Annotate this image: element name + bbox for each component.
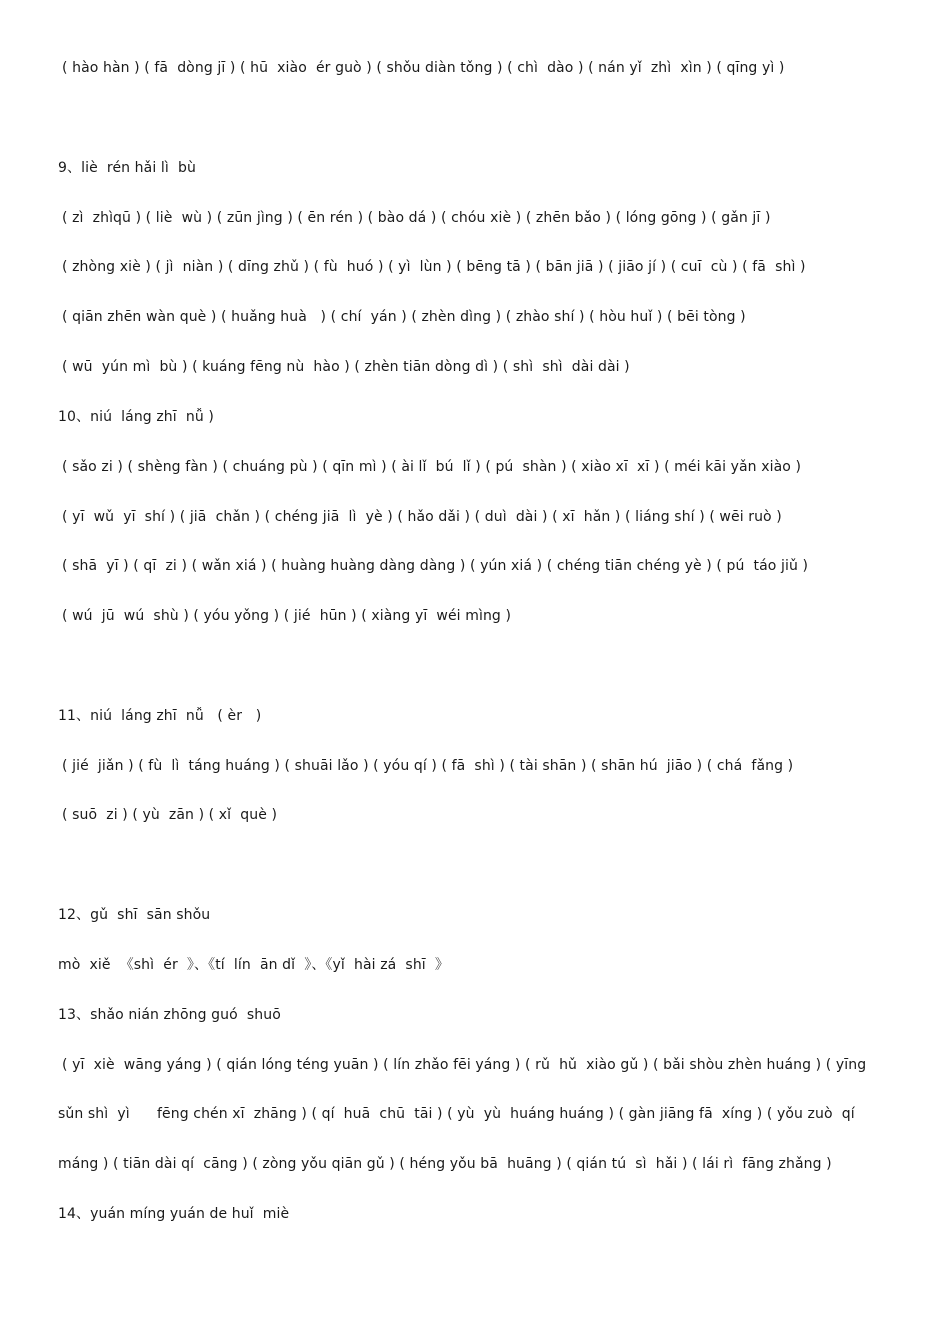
pinyin-word-line: ( zì zhìqū ) ( liè wù ) ( zūn jìng ) ( ēn rén ) ( bào dá ) ( chóu xiè ) ( zhēn bǎo ) ( lóng gōng ) ( gǎn jī ) bbox=[62, 210, 771, 226]
lesson-heading-14: 14、yuán míng yuán de huǐ miè bbox=[58, 1206, 290, 1222]
dictation-line: mò xiě 《shì ér 》、《tí lín ān dǐ 》、《yǐ hài zá shī 》 bbox=[58, 957, 449, 973]
pinyin-word-line: ( hào hàn ) ( fā dòng jī ) ( hū xiào ér guò ) ( shǒu diàn tǒng ) ( chì dào ) ( nán yǐ zhì xìn ) ( qīng yì ) bbox=[62, 60, 785, 76]
lesson-heading-13: 13、shǎo nián zhōng guó shuō bbox=[58, 1007, 281, 1023]
pinyin-word-line: ( yī xiè wāng yáng ) ( qián lóng téng yuān ) ( lín zhǎo fēi yáng ) ( rǔ hǔ xiào gǔ ) ( bǎi shòu zhèn huáng ) ( yīng bbox=[62, 1057, 867, 1073]
lesson-heading-10: 10、niú láng zhī nǚ ) bbox=[58, 409, 214, 425]
pinyin-word-line: ( zhòng xiè ) ( jì niàn ) ( dīng zhǔ ) ( fù huó ) ( yì lùn ) ( bēng tā ) ( bān jiā ) ( jiāo jí ) ( cuī cù ) ( fā shì ) bbox=[62, 259, 806, 275]
pinyin-word-line: ( jié jiǎn ) ( fù lì táng huáng ) ( shuāi lǎo ) ( yóu qí ) ( fā shì ) ( tài shān ) ( shān hú jiāo ) ( chá fǎng ) bbox=[62, 758, 794, 774]
pinyin-word-line: ( shā yī ) ( qī zi ) ( wǎn xiá ) ( huàng huàng dàng dàng ) ( yún xiá ) ( chéng tiān chéng yè ) ( pú táo jiǔ ) bbox=[62, 558, 809, 574]
pinyin-word-line: ( suō zi ) ( yù zān ) ( xǐ què ) bbox=[62, 807, 278, 823]
pinyin-word-line: máng ) ( tiān dài qí cāng ) ( zòng yǒu qiān gǔ ) ( héng yǒu bā huāng ) ( qián tú sì hǎi ) ( lái rì fāng zhǎng ) bbox=[58, 1156, 832, 1172]
lesson-heading-11: 11、niú láng zhī nǚ ( èr ) bbox=[58, 708, 262, 724]
lesson-heading-9: 9、liè rén hǎi lì bù bbox=[58, 160, 196, 176]
lesson-heading-12: 12、gǔ shī sān shǒu bbox=[58, 907, 211, 923]
pinyin-word-line: ( qiān zhēn wàn què ) ( huǎng huà ) ( chí yán ) ( zhèn dìng ) ( zhào shí ) ( hòu huǐ ) ( bēi tòng ) bbox=[62, 309, 746, 325]
pinyin-word-line: ( wú jū wú shù ) ( yóu yǒng ) ( jié hūn ) ( xiàng yī wéi mìng ) bbox=[62, 608, 512, 624]
pinyin-word-line: ( wū yún mì bù ) ( kuáng fēng nù hào ) ( zhèn tiān dòng dì ) ( shì shì dài dài ) bbox=[62, 359, 630, 375]
pinyin-word-line: ( yī wǔ yī shí ) ( jiā chǎn ) ( chéng jiā lì yè ) ( hǎo dǎi ) ( duì dài ) ( xī hǎn ) ( liáng shí ) ( wēi ruò ) bbox=[62, 509, 782, 525]
pinyin-word-line: ( sǎo zi ) ( shèng fàn ) ( chuáng pù ) ( qīn mì ) ( ài lǐ bú lǐ ) ( pú shàn ) ( xiào xī xī ) ( méi kāi yǎn xiào ) bbox=[62, 459, 802, 475]
pinyin-word-line: sǔn shì yì fēng chén xī zhāng ) ( qí huā chū tāi ) ( yù yù huáng huáng ) ( gàn jiāng fā xíng ) ( yǒu zuò qí bbox=[58, 1106, 855, 1122]
